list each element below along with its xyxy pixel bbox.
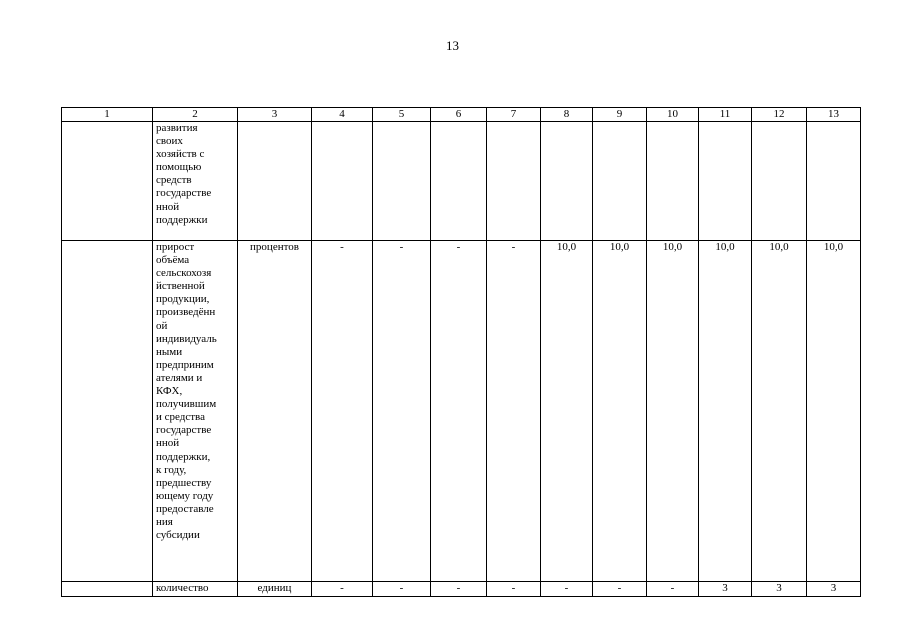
value-cell: -: [487, 241, 541, 582]
table-row: [62, 241, 861, 582]
row-number-cell: [62, 241, 153, 582]
column-header: 9: [593, 108, 647, 122]
row-number-cell: [62, 582, 153, 597]
value-cell: [487, 122, 541, 241]
column-header: 3: [238, 108, 312, 122]
indicator-cell: прирост объёма сельскохозя йственной продукции, произведённ ой индивидуаль ными предприним ателями и КФХ, получившим и средства государстве нной поддержки, к году, предшеству ющему году предоставле ния субсидии: [153, 241, 238, 582]
column-header: 4: [312, 108, 373, 122]
value-cell: 3: [807, 582, 861, 597]
column-header: 1: [62, 108, 153, 122]
indicator-cell: развития своих хозяйств с помощью средств государстве нной поддержки: [153, 122, 238, 241]
value-cell: -: [373, 582, 431, 597]
table-row: [62, 582, 861, 597]
value-cell: -: [312, 241, 373, 582]
value-cell: -: [487, 582, 541, 597]
value-cell: 3: [699, 582, 752, 597]
column-header: 12: [752, 108, 807, 122]
indicator-cell: количество: [153, 582, 238, 597]
value-cell: 3: [752, 582, 807, 597]
unit-cell: единиц: [238, 582, 312, 597]
value-cell: -: [373, 241, 431, 582]
table-header-row: [62, 108, 861, 122]
column-header: 8: [541, 108, 593, 122]
column-header: 7: [487, 108, 541, 122]
column-header: 2: [153, 108, 238, 122]
unit-cell: процентов: [238, 241, 312, 582]
table-row: [62, 122, 861, 241]
value-cell: 10,0: [593, 241, 647, 582]
column-header: 6: [431, 108, 487, 122]
value-cell: [373, 122, 431, 241]
value-cell: -: [541, 582, 593, 597]
page-number: 13: [446, 38, 459, 53]
value-cell: 10,0: [752, 241, 807, 582]
value-cell: -: [431, 582, 487, 597]
value-cell: -: [312, 582, 373, 597]
value-cell: [807, 122, 861, 241]
value-cell: -: [431, 241, 487, 582]
value-cell: [647, 122, 699, 241]
column-header: 11: [699, 108, 752, 122]
value-cell: -: [593, 582, 647, 597]
value-cell: [699, 122, 752, 241]
value-cell: [541, 122, 593, 241]
value-cell: -: [647, 582, 699, 597]
indicators-table: [61, 107, 861, 597]
value-cell: [312, 122, 373, 241]
value-cell: [431, 122, 487, 241]
value-cell: 10,0: [807, 241, 861, 582]
column-header: 13: [807, 108, 861, 122]
row-number-cell: [62, 122, 153, 241]
column-header: 10: [647, 108, 699, 122]
value-cell: [593, 122, 647, 241]
value-cell: 10,0: [699, 241, 752, 582]
column-header: 5: [373, 108, 431, 122]
value-cell: 10,0: [541, 241, 593, 582]
unit-cell: [238, 122, 312, 241]
value-cell: [752, 122, 807, 241]
value-cell: 10,0: [647, 241, 699, 582]
